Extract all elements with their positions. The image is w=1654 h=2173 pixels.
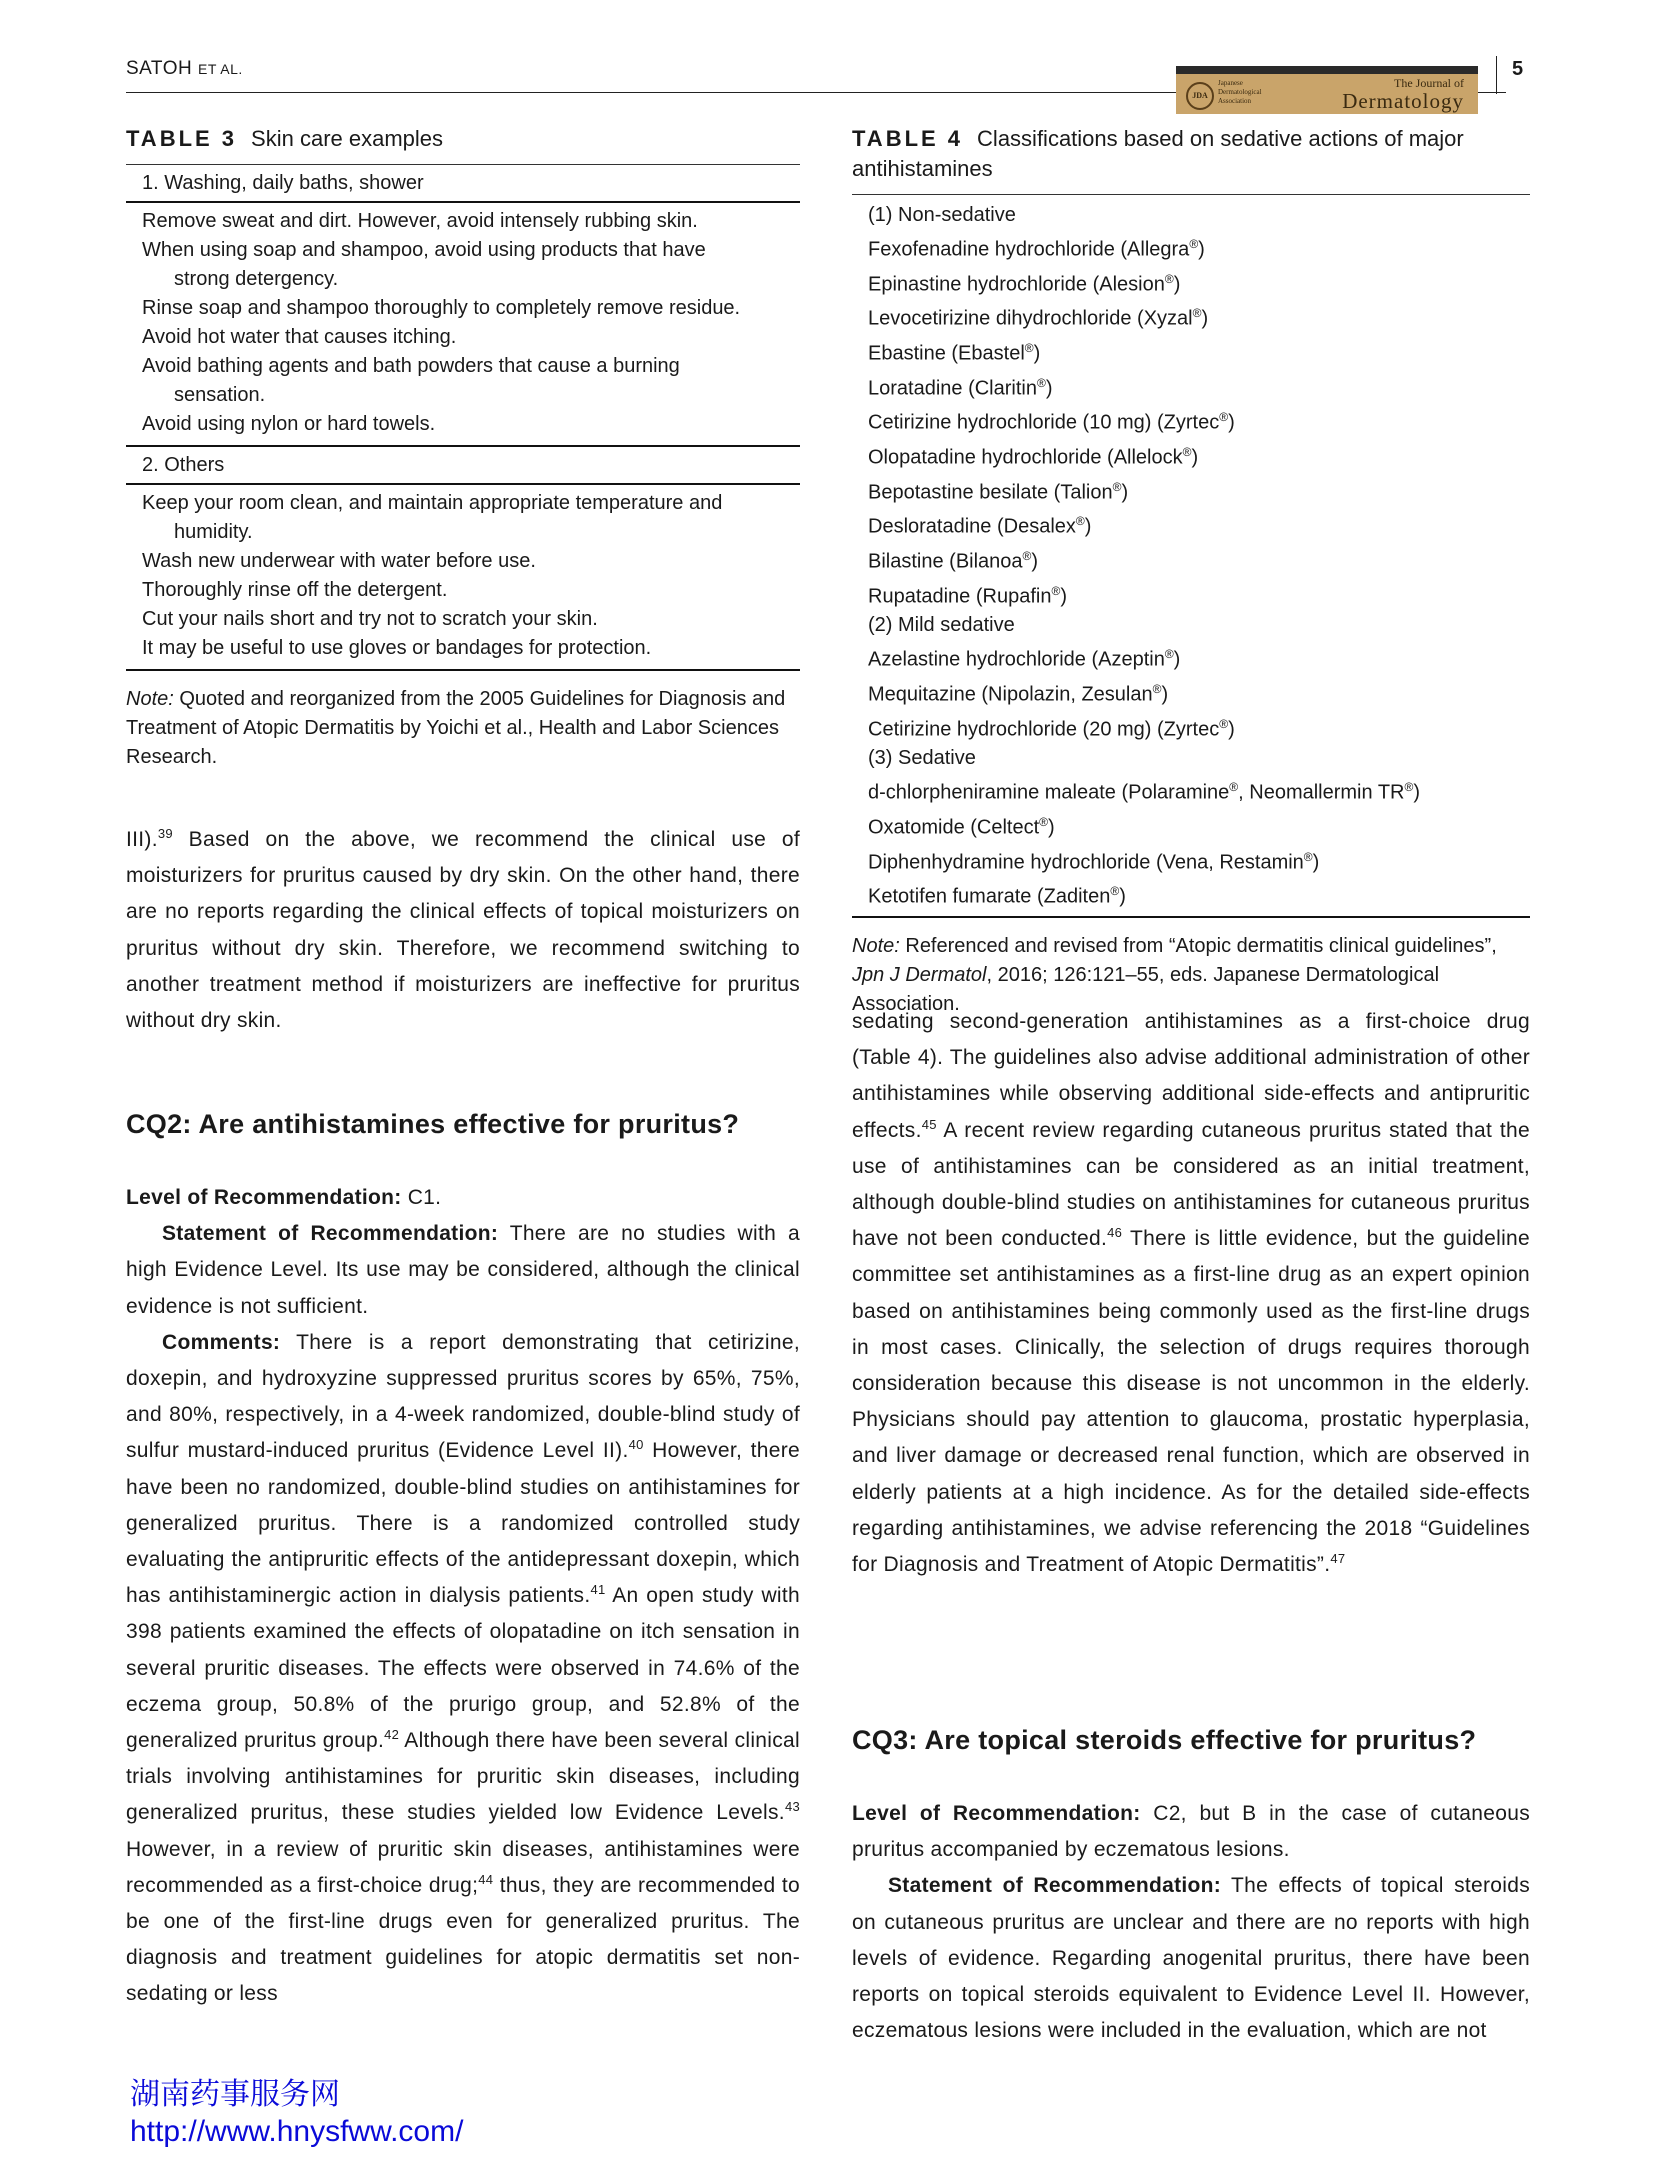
paragraph xyxy=(126,822,800,1039)
cq2-heading: CQ2: Are antihistamines effective for pruritus? xyxy=(126,1109,740,1139)
note-text: Quoted and reorganized from the 2005 Guidelines for Diagnosis and Treatment of Atopic Dermatitis by Yoichi et al., Health and Labor Sciences Research. xyxy=(126,688,786,768)
table-row xyxy=(126,576,800,605)
table-row xyxy=(868,265,1530,300)
registered-mark: ® xyxy=(1075,514,1085,529)
note-label: Note: xyxy=(126,688,174,710)
table-cell: (1) Non-sedative xyxy=(868,204,1016,226)
registered-mark: ® xyxy=(1152,681,1162,696)
text: Although there have been several clinical trials involving antihistamines for pruritic skin diseases, including generalized pruritus, these studies yielded low Evidence Levels. xyxy=(126,1729,800,1825)
journal-logo xyxy=(1176,66,1478,114)
table-cell: Oxatomide (Celtect xyxy=(868,816,1040,839)
table-cell: ) xyxy=(1045,377,1053,400)
table-row xyxy=(868,403,1530,438)
author-name: SATOH xyxy=(126,58,193,79)
right-column-cq3 xyxy=(852,1722,1530,2049)
table-4-title: Classifications based on sedative actions of major antihistamines xyxy=(852,126,1464,181)
registered-mark: ® xyxy=(1024,340,1034,355)
registered-mark: ® xyxy=(1164,271,1174,286)
table-cell: ) xyxy=(1031,550,1039,573)
registered-mark: ® xyxy=(1110,884,1120,899)
text: There is a report demonstrating that cetirizine, doxepin, and hydroxyzine suppressed pruritus scores by 65%, 75%, and 80%, respectively, in a 4-week randomized, double-blind study of sulfur mustard-induced pruritus (Evidence Level II). xyxy=(126,1330,800,1463)
table-row xyxy=(126,605,800,634)
table-bottom-rule xyxy=(852,916,1530,918)
table-cell: Fexofenadine hydrochloride (Allegra xyxy=(868,238,1190,261)
cq3-heading: CQ3: Are topical steroids effective for pruritus? xyxy=(852,1725,1477,1755)
table-bottom-rule xyxy=(126,669,800,671)
statement-label: Statement of Recommendation: xyxy=(162,1222,499,1246)
text: III). xyxy=(126,828,158,851)
table-cell: ) xyxy=(1198,238,1205,261)
table-cell: ) xyxy=(1191,446,1199,469)
table-row xyxy=(868,611,1530,640)
citation: 47 xyxy=(1330,1551,1346,1567)
table-row xyxy=(126,352,800,410)
table-row xyxy=(868,473,1530,508)
registered-mark: ® xyxy=(1112,479,1122,494)
table-cell: ) xyxy=(1228,411,1235,434)
table-cell: Ebastine (Ebastel xyxy=(868,342,1025,365)
table-cell: Wash new underwear with water before use. xyxy=(142,550,536,572)
table-cell: (3) Sedative xyxy=(868,747,976,770)
registered-mark: ® xyxy=(1303,849,1313,864)
table-4 xyxy=(852,124,1530,1019)
level-label: Level of Recommendation: xyxy=(852,1802,1141,1825)
table-cell: Bilastine (Bilanoa xyxy=(868,550,1023,573)
table-cell: It may be useful to use gloves or bandages for protection. xyxy=(142,637,652,659)
right-column xyxy=(852,1004,1530,1583)
table-row xyxy=(126,410,800,439)
table-row xyxy=(868,299,1530,334)
table-cell: Cetirizine hydrochloride (10 mg) (Zyrtec xyxy=(868,411,1220,434)
left-column-top xyxy=(126,822,800,1039)
table-cell: Epinastine hydrochloride (Alesion xyxy=(868,273,1165,296)
table-row xyxy=(126,323,800,352)
table-cell: Olopatadine hydrochloride (Allelock xyxy=(868,446,1183,469)
comments-paragraph xyxy=(126,1325,800,2013)
text: A recent review regarding cutaneous pruritus stated that the use of antihistamines can be considered as an initial treatment, although double-blind studies on antihistamines for cutaneous pruritus have not been conducted. xyxy=(852,1118,1530,1251)
statement-text: The effects of topical steroids on cutaneous pruritus are unclear and there are no reports with high levels of evidence. Regarding anogenital pruritus, there have been reports on topical steroids equivalent to Evidence Level II. However, eczematous lesions were included in the evaluation, which are not xyxy=(852,1874,1530,2043)
journal-name-line1: The Journal of xyxy=(1394,76,1464,90)
table-cell: , Neomallermin TR xyxy=(1238,781,1405,804)
table-row xyxy=(868,369,1530,404)
statement-of-recommendation xyxy=(126,1216,800,1325)
comments-label: Comments: xyxy=(162,1330,281,1354)
table-row xyxy=(868,877,1530,912)
table-cell: Avoid hot water that causes itching. xyxy=(142,326,457,348)
watermark-site-name: 湖南药事服务网 xyxy=(130,2077,340,2112)
table-row xyxy=(868,542,1530,577)
citation: 46 xyxy=(1107,1225,1123,1241)
level-of-recommendation xyxy=(126,1180,800,1216)
paragraph xyxy=(852,1004,1530,1583)
level-value: C2, but B in the case of cutaneous pruritus accompanied by eczematous lesions. xyxy=(852,1802,1531,1862)
table-3-section-body xyxy=(126,203,800,445)
citation: 44 xyxy=(478,1871,494,1887)
statement-label: Statement of Recommendation: xyxy=(888,1874,1222,1898)
registered-mark: ® xyxy=(1189,237,1199,251)
watermark xyxy=(130,2076,463,2150)
table-row xyxy=(868,773,1530,808)
table-row xyxy=(126,207,800,236)
table-row xyxy=(126,547,800,576)
table-cell: Azelastine hydrochloride (Azeptin xyxy=(868,648,1165,671)
text: An open study with 398 patients examined the effects of olopatadine on itch sensation in several pruritic diseases. The effects were observed in 74.6% of the eczema group, 50.8% of the prurigo group, and 52.8% of the generalized pruritus group. xyxy=(126,1584,800,1753)
registered-mark: ® xyxy=(1164,647,1174,662)
text: However, in a review of pruritic skin diseases, antihistamines were recommended as a first-choice drug; xyxy=(126,1837,800,1897)
table-3-section-heading: 2. Others xyxy=(142,454,225,476)
page-number-divider xyxy=(1496,56,1497,94)
table-cell: ) xyxy=(1201,307,1209,330)
level-value: C1. xyxy=(401,1186,442,1209)
table-cell: ) xyxy=(1119,885,1126,908)
table-cell: Loratadine (Claritin xyxy=(868,377,1037,400)
table-3-section-heading: 1. Washing, daily baths, shower xyxy=(142,172,424,194)
citation: 39 xyxy=(157,826,173,841)
note-text: Referenced and revised from “Atopic dermatitis clinical guidelines”, xyxy=(899,934,1497,957)
table-3-label: TABLE 3 xyxy=(126,126,238,151)
table-4-body xyxy=(852,195,1530,916)
table-row xyxy=(868,577,1530,612)
table-row xyxy=(868,201,1530,230)
registered-mark: ® xyxy=(1022,548,1032,563)
table-cell: Levocetirizine dihydrochloride (Xyzal xyxy=(868,307,1193,330)
table-cell: ) xyxy=(1121,481,1129,504)
jda-badge-icon: JDA xyxy=(1186,82,1214,110)
citation: 43 xyxy=(784,1799,800,1815)
table-row xyxy=(868,230,1530,265)
page-number: 5 xyxy=(1512,58,1524,80)
table-cell: Desloratadine (Desalex xyxy=(868,515,1076,538)
table-row xyxy=(126,634,800,663)
registered-mark: ® xyxy=(1192,306,1202,321)
text: However, there have been no randomized, double-blind studies on antihistamines for generalized pruritus. There is a randomized controlled study evaluating the antipruritic effects of the antidepressant doxepin, which has antihistaminergic action in dialysis patients. xyxy=(126,1439,800,1608)
registered-mark: ® xyxy=(1219,716,1229,731)
table-cell: Remove sweat and dirt. However, avoid intensely rubbing skin. xyxy=(142,210,698,232)
table-cell: Bepotastine besilate (Talion xyxy=(868,481,1113,504)
text: sedating second-generation antihistamines as a first-choice drug (Table 4). The guidelines also advise additional administration of other antihistamines while observing additional side-effects and antipruritic effects. xyxy=(852,1010,1530,1142)
text: thus, they are recommended to be one of the first-line drugs even for generalized pruritus. The diagnosis and treatment guidelines for atopic dermatitis set non-sedating or less xyxy=(126,1873,800,2006)
table-cell: ) xyxy=(1228,718,1235,741)
table-row xyxy=(868,334,1530,369)
table-cell: ) xyxy=(1084,515,1092,538)
table-3 xyxy=(126,124,800,772)
table-cell: ) xyxy=(1161,683,1169,706)
table-cell: Diphenhydramine hydrochloride (Vena, Restamin xyxy=(868,851,1304,874)
table-cell: Thoroughly rinse off the detergent. xyxy=(142,579,448,601)
citation: 40 xyxy=(628,1437,644,1453)
table-cell: ) xyxy=(1173,648,1181,671)
table-cell: ) xyxy=(1312,851,1320,874)
note-label: Note: xyxy=(852,934,900,957)
table-cell: (2) Mild sedative xyxy=(868,614,1015,637)
level-label: Level of Recommendation: xyxy=(126,1186,402,1209)
table-row xyxy=(868,640,1530,675)
citation: 41 xyxy=(590,1582,606,1598)
table-cell: When using soap and shampoo, avoid using products that have xyxy=(142,239,706,261)
registered-mark: ® xyxy=(1051,583,1061,598)
table-cell: Avoid using nylon or hard towels. xyxy=(142,413,436,435)
table-cell: ) xyxy=(1173,273,1181,296)
table-row xyxy=(868,507,1530,542)
registered-mark: ® xyxy=(1229,780,1239,795)
table-cell: ) xyxy=(1413,781,1420,804)
table-cell-continuation: humidity. xyxy=(174,521,253,543)
table-cell: Keep your room clean, and maintain appropriate temperature and xyxy=(142,492,723,514)
table-cell: Avoid bathing agents and bath powders that cause a burning xyxy=(142,355,680,377)
table-cell: Rinse soap and shampoo thoroughly to completely remove residue. xyxy=(142,297,741,319)
registered-mark: ® xyxy=(1036,375,1046,390)
text: Based on the above, we recommend the clinical use of moisturizers for pruritus caused by dry skin. On the other hand, there are no reports regarding the clinical effects of topical moisturizers on pruritus without dry skin. Therefore, we recommend switching to another treatment method if moisturizers are ineffective for pruritus without dry skin. xyxy=(126,828,800,1033)
watermark-url[interactable]: http://www.hnysfww.com/ xyxy=(130,2115,464,2148)
table-cell: Mequitazine (Nipolazin, Zesulan xyxy=(868,683,1153,706)
table-row xyxy=(868,438,1530,473)
registered-mark: ® xyxy=(1404,780,1414,795)
table-cell: ) xyxy=(1048,816,1055,839)
table-row xyxy=(868,675,1530,710)
table-cell: d-chlorpheniramine maleate (Polaramine xyxy=(868,781,1230,804)
citation: 45 xyxy=(921,1116,937,1132)
table-row xyxy=(126,236,800,294)
table-3-caption xyxy=(126,124,800,154)
table-cell: Rupatadine (Rupafin xyxy=(868,585,1052,608)
registered-mark: ® xyxy=(1039,814,1049,829)
table-row xyxy=(868,808,1530,843)
running-head xyxy=(126,58,243,80)
table-row xyxy=(868,843,1530,878)
table-row xyxy=(126,294,800,323)
table-cell: ) xyxy=(1033,342,1041,365)
table-row xyxy=(126,489,800,547)
statement-text: There are no studies with a high Evidence Level. Its use may be considered, although the clinical evidence is not sufficient. xyxy=(126,1222,800,1318)
text: There is little evidence, but the guideline committee set antihistamines as a first-line drug as an expert opinion based on antihistamines being commonly used as the first-line drugs in most cases. Clinically, the selection of drugs requires thorough consideration because this disease is not uncommon in the elderly. Physicians should pay attention to glaucoma, prostatic hyperplasia, and liver damage or decreased renal function, which are observed in elderly patients at a high incidence. As for the detailed side-effects regarding antihistamines, we advise referencing the 2018 “Guidelines for Diagnosis and Treatment of Atopic Dermatitis”. xyxy=(852,1227,1530,1577)
table-cell-continuation: strong detergency. xyxy=(174,268,339,290)
note-journal: Jpn J Dermatol xyxy=(852,963,987,986)
level-of-recommendation xyxy=(852,1796,1530,1868)
table-cell: Cetirizine hydrochloride (20 mg) (Zyrtec xyxy=(868,718,1220,741)
table-cell-continuation: sensation. xyxy=(174,384,266,406)
registered-mark: ® xyxy=(1182,444,1192,459)
table-4-label: TABLE 4 xyxy=(852,126,964,151)
table-cell: Cut your nails short and try not to scratch your skin. xyxy=(142,608,598,630)
statement-of-recommendation xyxy=(852,1868,1530,2049)
table-row xyxy=(868,710,1530,745)
note-text: , 2016; 126:121–55, eds. Japanese Dermatological Association. xyxy=(852,963,1440,1015)
citation: 42 xyxy=(384,1727,400,1743)
journal-name-line2: Dermatology xyxy=(1342,89,1464,113)
table-row xyxy=(868,744,1530,773)
table-3-section-body xyxy=(126,485,800,669)
registered-mark: ® xyxy=(1219,410,1229,425)
et-al: ET AL. xyxy=(197,61,243,77)
table-cell: Ketotifen fumarate (Zaditen xyxy=(868,885,1111,908)
table-3-note xyxy=(126,685,800,772)
table-cell: ) xyxy=(1060,585,1067,608)
association-name: Japanese Dermatological Association xyxy=(1218,79,1262,105)
table-4-caption xyxy=(852,124,1530,184)
left-column-cq2 xyxy=(126,1106,800,2013)
table-3-title: Skin care examples xyxy=(251,126,444,151)
